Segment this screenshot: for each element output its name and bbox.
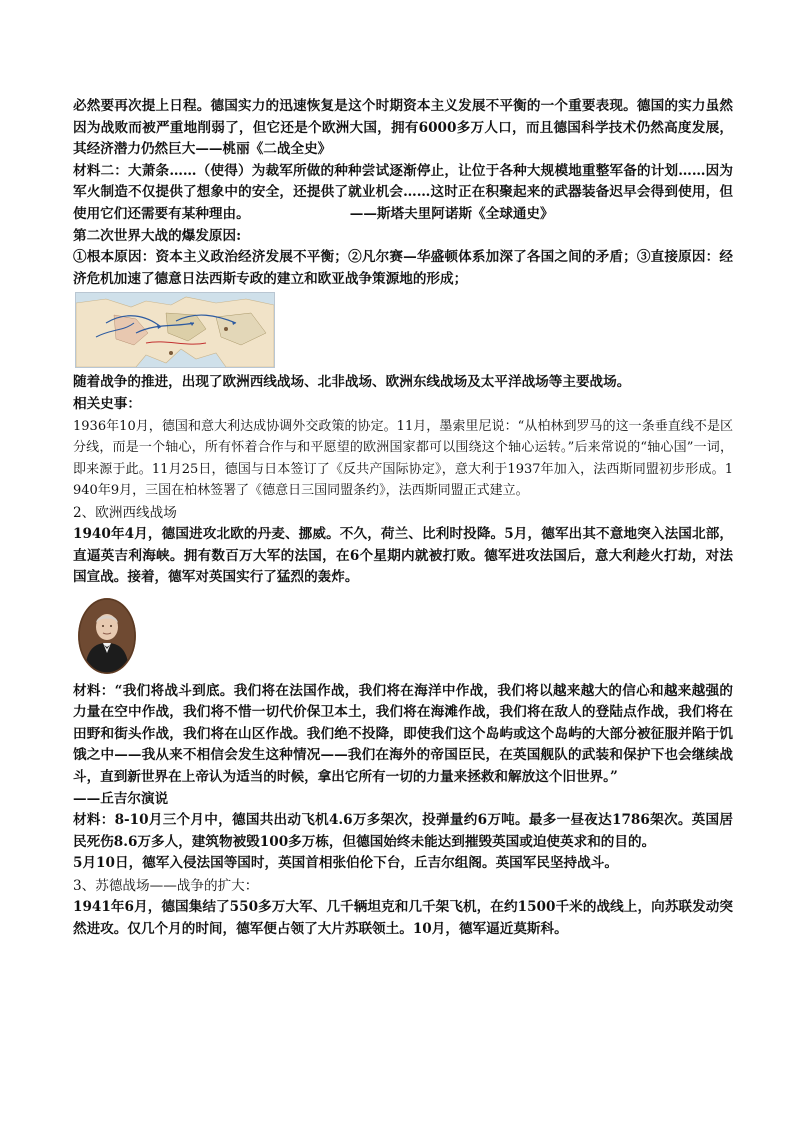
material-two-text: 材料二：大萧条……（使得）为裁军所做的种种尝试逐渐停止，让位于各种大规模地重整军备的计划……因为军火制造不仅提供了想象中的安全，还提供了就业机会……这时正在积聚起来的武器装备迟早会得到使用，但使用它们还需要有某种理由。 (73, 162, 733, 222)
churchill-speech-source: ——丘吉尔演说 (73, 790, 169, 807)
material-two (73, 161, 733, 226)
causes-text: ①根本原因：资本主义政治经济发展不平衡；②凡尔赛—华盛顿体系加深了各国之间的矛盾；③直接原因：经济危机加速了德意日法西斯专政的建立和欧亚战争策源地的形成； (73, 249, 733, 287)
war-progress-text: 随着战争的推进，出现了欧洲西线战场、北非战场、欧洲东线战场及太平洋战场等主要战场。 (73, 374, 631, 391)
bombing-material: 材料：8-10月三个月中，德国共出动飞机4.6万多架次，投弹量约6万吨。最多一昼夜达1786架次。英国居民死伤8.6万多人，建筑物被毁100多万栋，但德国始终未能达到摧毁英国或迫使英求和的目的。 (73, 812, 733, 850)
churchill-speech-material: 材料：“我们将战斗到底。我们将在法国作战，我们将在海洋中作战，我们将以越来越大的信心和越来越强的力量在空中作战，我们将不惜一切代价保卫本土，我们将在海滩作战，我们将在敌人的登陆点作战，我们将在田野和街头作战，我们将在山区作战。我们绝不投降，即使我们这个岛屿或这个岛屿的大部分被征服并陷于饥饿之中——我从来不相信会发生这种情况——我们在海外的帝国臣民，在英国舰队的武装和保护下也会继续战斗，直到新世界在上帝认为适当的时候，拿出它所有一切的力量来拯救和解放这个旧世界。” (73, 682, 733, 786)
paragraph-german-recovery: 必然要再次提上日程。德国实力的迅速恢复是这个时期资本主义发展不平衡的一个重要表现。德国的实力虽然因为战败而被严重地削弱了，但它还是个欧洲大国，拥有6000多万人口，而且德国科学技术仍然高度发展，其经济潜力仍然巨大——桃丽《二战全史》 (73, 98, 733, 158)
churchill-portrait-image (77, 597, 137, 675)
history-text: 1936年10月，德国和意大利达成协调外交政策的协定。11月，墨索里尼说：“从柏林到罗马的这一条垂直线不是区分线，而是一个轴心，所有怀着合作与和平愿望的欧洲国家都可以围绕这个轴心运转。”后来常说的“轴心国”一词，即来源于此。11月25日，德国与日本签订了《反共产国际协定》，意大利于1937年加入，法西斯同盟初步形成。1940年9月，三国在柏林签署了《德意日三国同盟条约》，法西斯同盟正式建立。 (73, 418, 733, 499)
document-page (73, 96, 733, 940)
europe-war-map-image (75, 292, 275, 368)
portrait-icon (77, 597, 137, 675)
section-western-front-title: 2、欧洲西线战场 (73, 504, 177, 521)
material-two-source: ——斯塔夫里阿诺斯《全球通史》 (349, 205, 554, 222)
section-western-front-text: 1940年4月，德国进攻北欧的丹麦、挪威。不久，荷兰、比利时投降。5月，德军出其不意地突入法国北部，直逼英吉利海峡。拥有数百万大军的法国，在6个星期内就被打败。德军进攻法国后，意大利趁火打劫，对法国宣战。接着，德军对英国实行了猛烈的轰炸。 (73, 525, 733, 586)
map-icon (76, 293, 274, 367)
section-soviet-german-text: 1941年6月，德国集结了550多万大军、几千辆坦克和几千架飞机，在约1500千米的战线上，向苏联发动突然进攻。仅几个月的时间，德军便占领了大片苏联领土。10月，德军逼近莫斯科。 (73, 899, 733, 937)
causes-title: 第二次世界大战的爆发原因: (73, 227, 242, 244)
history-title: 相关史事： (73, 395, 141, 412)
section-soviet-german-title: 3、苏德战场——战争的扩大： (73, 878, 259, 895)
may10-text: 5月10日，德军入侵法国等国时，英国首相张伯伦下台，丘吉尔组阁。英国军民坚持战斗。 (73, 855, 618, 872)
